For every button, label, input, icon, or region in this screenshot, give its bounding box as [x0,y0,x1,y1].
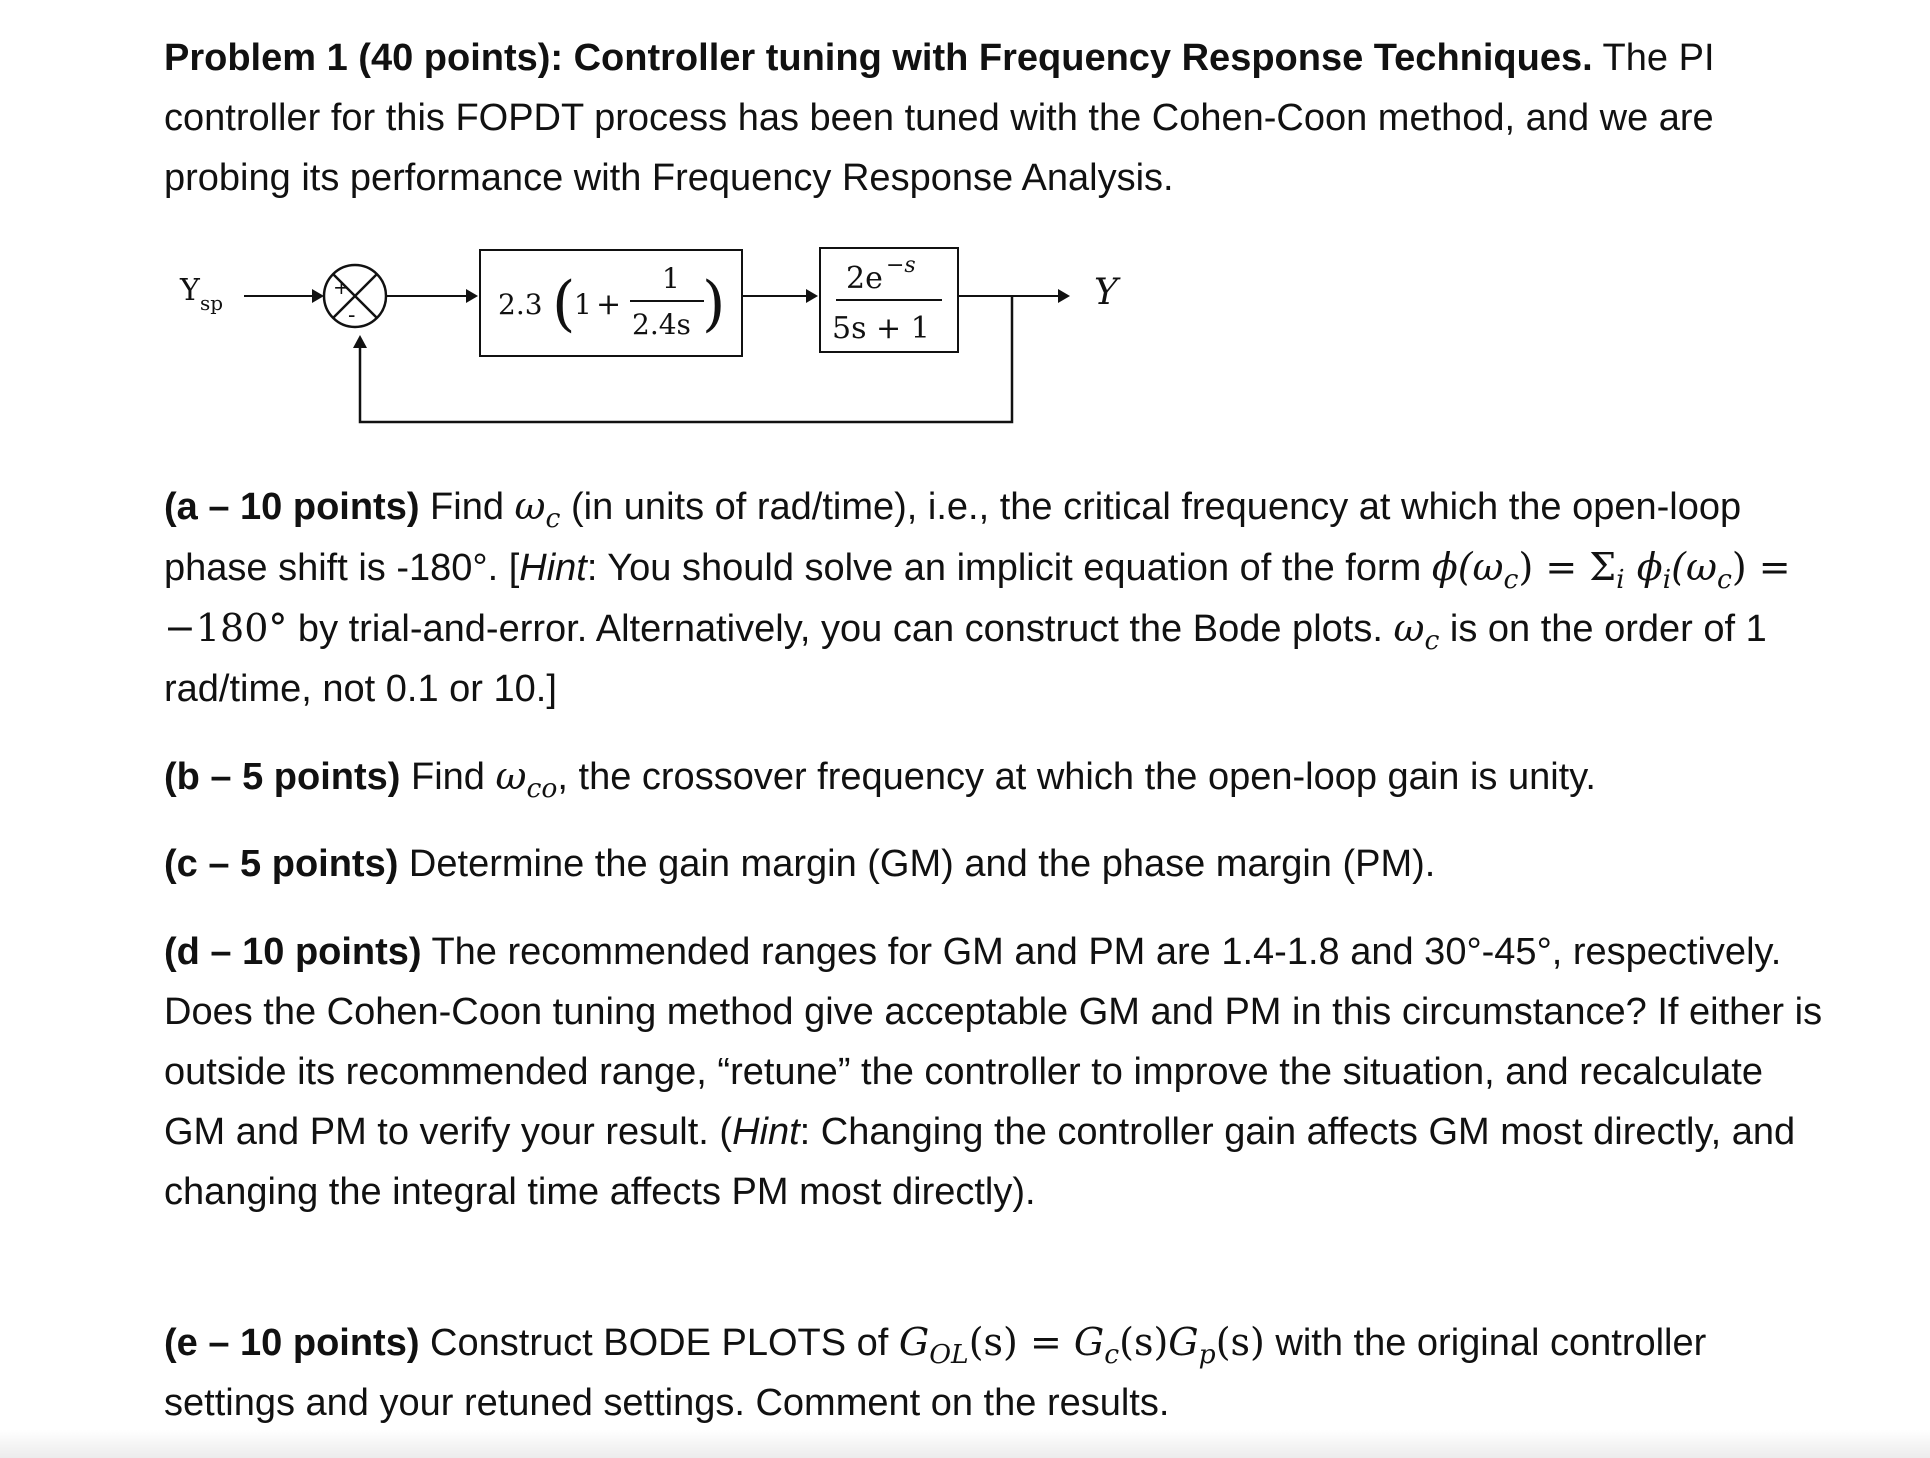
part-e-text-2: with the original controller settings and your retuned settings. Comment on the results. [164,1322,1707,1424]
part-c-paragraph [164,834,1824,894]
controller-one: 1 [574,288,592,321]
part-b-label: (b – 5 points) [164,756,401,798]
input-label-subscript: sp [200,291,224,315]
controller-open-paren: ( [552,269,576,339]
omega-c-symbol-2: $\omega_c$ [1393,606,1440,656]
feedback-arrowhead [353,335,367,348]
omega-c-symbol: $\omega_c$ [514,484,561,534]
part-c-label: (c – 5 points) [164,843,399,885]
input-label: Y [180,273,200,308]
part-a-hint-label: Hint [519,547,587,589]
part-e-paragraph [164,1312,1824,1433]
part-a-text-1: Find [419,486,515,528]
part-b-text-2: , the crossover frequency at which the open-loop gain is unity. [557,756,1596,798]
part-a-text-3: : You should solve an implicit equation of the form [586,547,1432,589]
controller-plus: + [596,287,622,322]
phase-equation: $\phi(\omega_c) = \Sigma_i$ $\phi_i(\omega_c) = -180^\circ$ [164,545,1791,650]
part-d-text-1: The recommended ranges for GM and PM are 1.4-1.8 and 30°-45°, respectively. Does the Cohen-Coon tuning method give acceptable GM and PM in this circumstance? If either is outside its recommended range, “retune” the controller to improve the situation, and recalculate GM and PM to verify your result. ( [164,931,1823,1153]
part-a-label: (a – 10 points) [164,486,420,528]
input-arrowhead [312,289,324,303]
problem-intro-text: The PI controller for this FOPDT process has been tuned with the Cohen-Coon method, and we are probing its performance with Frequency Response Analysis. [164,37,1715,199]
controller-gain: 2.3 [498,288,543,321]
part-a-text-4: by trial-and-error. Alternatively, you can construct the Bode plots. [287,608,1394,650]
part-d-hint-label: Hint [732,1111,800,1153]
part-d-label: (d – 10 points) [164,931,422,973]
part-a-text-5: is on the order of 1 rad/time, not 0.1 or 10.] [164,608,1767,710]
controller-numerator: 1 [662,262,680,295]
controller-arrowhead [466,289,478,303]
minus-sign: - [348,303,356,328]
block-diagram [164,236,1044,436]
part-a-text-2: (in units of rad/time), i.e., the critical frequency at which the open-loop phase shift is -180°. [ [164,486,1742,589]
open-loop-equation: $G_{OL}(s) = G_c(s)G_p(s)$ [898,1320,1265,1370]
output-label: Y [1094,272,1118,313]
process-arrowhead [806,289,818,303]
part-e-text-1: Construct BODE PLOTS of [419,1322,899,1364]
part-a-paragraph [164,476,1824,719]
process-denominator: 5s + 1 [832,311,930,346]
controller-denominator: 2.4s [632,308,691,341]
part-e-label: (e – 10 points) [164,1322,420,1364]
process-numerator-exponent: −s [886,253,916,278]
controller-close-paren: ) [702,269,726,339]
omega-co-symbol: $\omega_{co}$ [495,754,558,804]
part-d-paragraph [164,922,1824,1222]
process-numerator: 2e [846,261,883,296]
part-b-text-1: Find [400,756,496,798]
part-b-paragraph [164,746,1824,807]
page-bottom-edge [0,1430,1930,1458]
problem-intro-paragraph [164,28,1824,208]
plus-sign: + [333,275,350,299]
summing-junction [324,265,386,328]
problem-heading: Problem 1 (40 points): Controller tuning with Frequency Response Techniques. [164,37,1593,79]
part-d-text-2: : Changing the controller gain affects GM most directly, and changing the integral time affects PM most directly). [164,1111,1796,1213]
part-c-text-1: Determine the gain margin (GM) and the phase margin (PM). [398,843,1436,885]
